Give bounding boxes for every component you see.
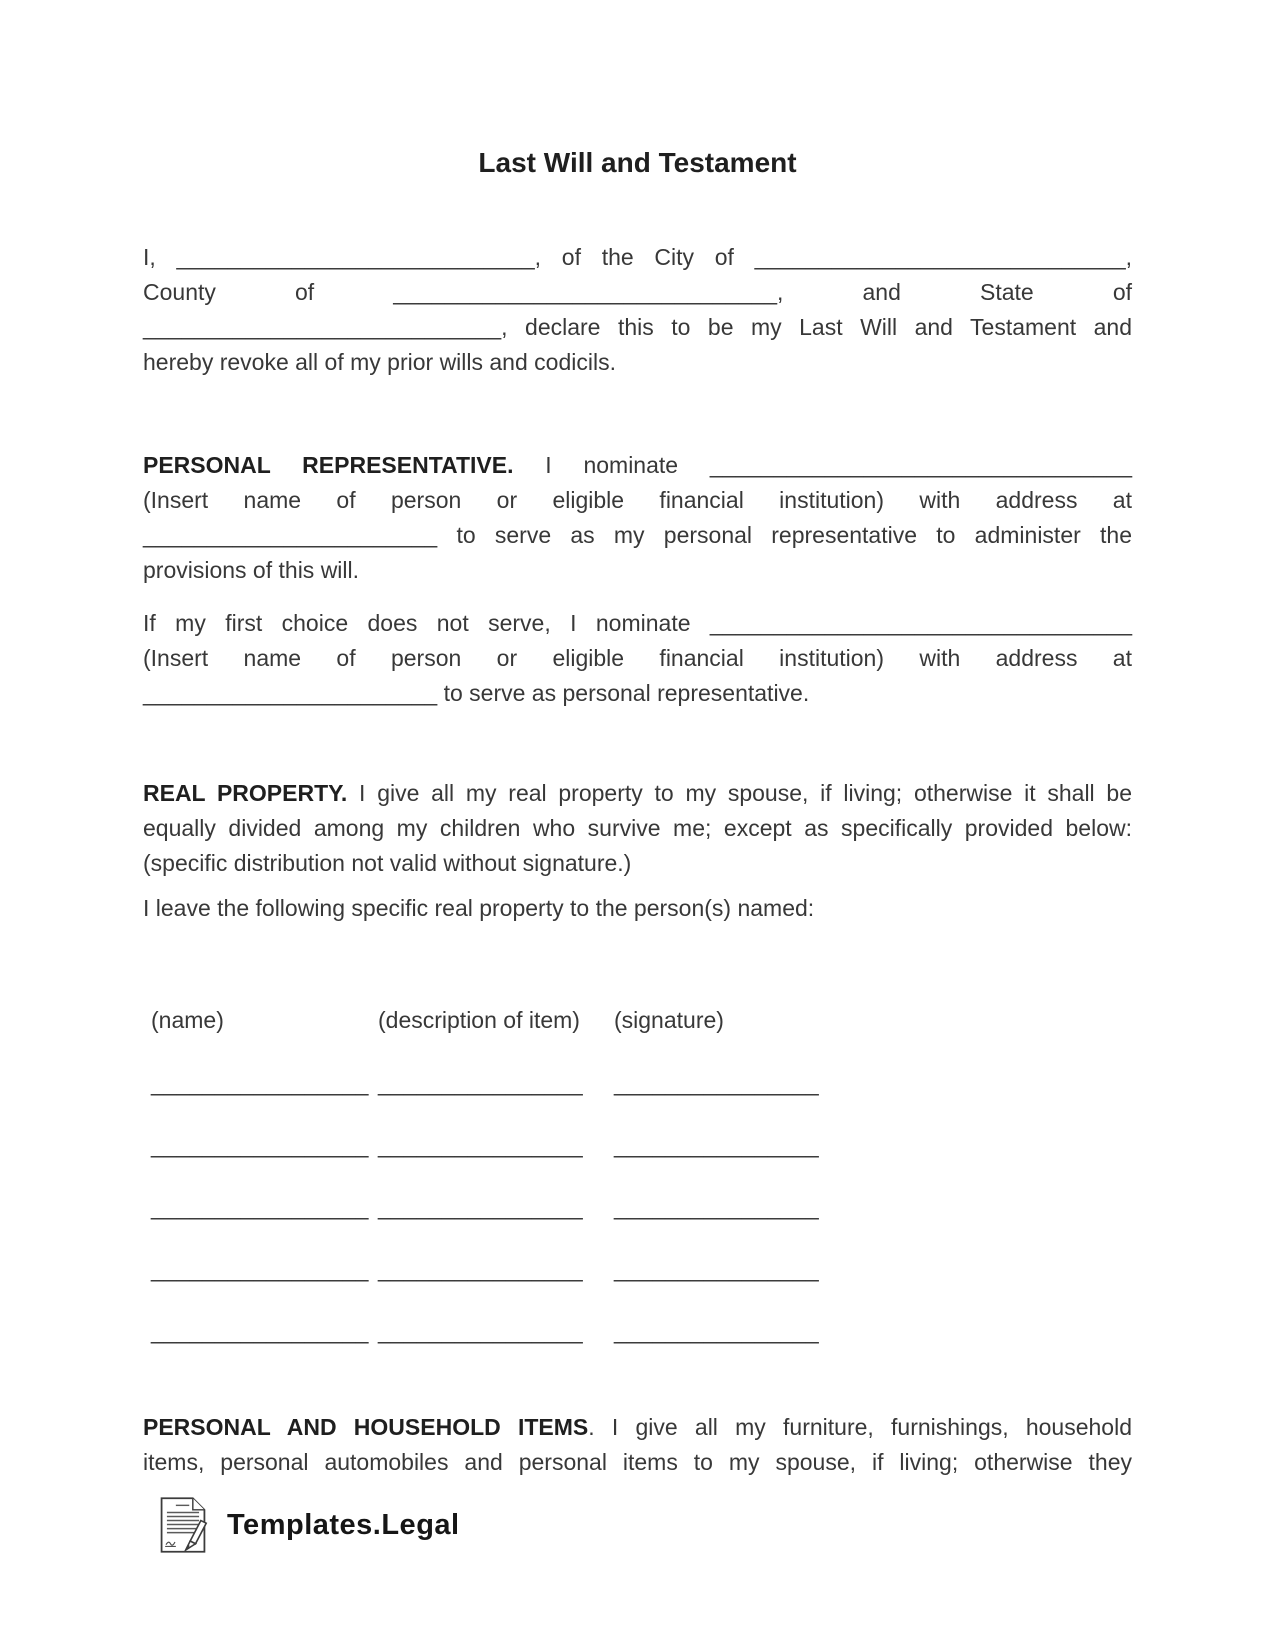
blank-line-signature: ________________ xyxy=(614,1070,819,1096)
text-line xyxy=(143,846,1132,881)
intro-line-text: ____________________________, declare this to be my Last Will and Testament and xyxy=(143,314,1132,340)
text-line xyxy=(143,483,1132,518)
blank-line-description: ________________ xyxy=(378,1132,583,1158)
text-line-text: I leave the following specific real property to the person(s) named: xyxy=(143,895,815,921)
real-property-paragraph xyxy=(143,776,1132,881)
personal-household-heading: PERSONAL AND HOUSEHOLD ITEMS xyxy=(143,1414,589,1440)
blank-line-description: ________________ xyxy=(378,1070,583,1096)
column-header-signature: (signature) xyxy=(614,1007,724,1033)
intro-line xyxy=(143,240,1132,275)
text-line-text: (specific distribution not valid without signature.) xyxy=(143,850,632,876)
blank-line-signature: ________________ xyxy=(614,1256,819,1282)
blank-line-description: ________________ xyxy=(378,1194,583,1220)
intro-line xyxy=(143,275,1132,310)
brand-footer[interactable] xyxy=(143,1494,1132,1556)
text-line-text: _______________________ to serve as my personal representative to administer the xyxy=(143,522,1132,548)
text-line-text: _______________________ to serve as personal representative. xyxy=(143,680,810,706)
text-line-text: equally divided among my children who survive me; except as specifically provided below: xyxy=(143,815,1132,841)
text-line-text: . I give all my furniture, furnishings, household xyxy=(588,1414,1133,1440)
text-line-text: (Insert name of person or eligible financial institution) with address at xyxy=(143,645,1132,671)
text-line xyxy=(143,641,1132,676)
blank-line-signature: ________________ xyxy=(614,1194,819,1220)
intro-line-text: I, ____________________________, of the City of _____________________________, xyxy=(143,244,1132,270)
text-line-text: I nominate _________________________________ xyxy=(513,452,1132,478)
blank-line-name: _________________ xyxy=(151,1070,369,1096)
text-line-text: If my first choice does not serve, I nominate _________________________________ xyxy=(143,610,1132,636)
intro-paragraph xyxy=(143,240,1132,380)
alternate-representative-paragraph xyxy=(143,606,1132,711)
blank-line-name: _________________ xyxy=(151,1132,369,1158)
document-title: Last Will and Testament xyxy=(478,147,797,178)
intro-line xyxy=(143,310,1132,345)
personal-representative-paragraph xyxy=(143,448,1132,588)
text-line xyxy=(143,553,1132,588)
blank-line-name: _________________ xyxy=(151,1194,369,1220)
blank-line-name: _________________ xyxy=(151,1256,369,1282)
text-line xyxy=(143,891,1132,926)
text-line xyxy=(143,776,1132,811)
text-line xyxy=(143,811,1132,846)
intro-line-text: hereby revoke all of my prior wills and codicils. xyxy=(143,349,616,375)
intro-line xyxy=(143,345,1132,380)
blank-line-name: _________________ xyxy=(151,1318,369,1344)
text-line-text: provisions of this will. xyxy=(143,557,360,583)
property-table-row xyxy=(143,1066,1132,1101)
column-header-name: (name) xyxy=(151,1007,224,1033)
text-line xyxy=(143,1410,1132,1445)
document-content xyxy=(143,0,1132,1556)
blank-line-description: ________________ xyxy=(378,1318,583,1344)
text-line xyxy=(143,676,1132,711)
property-table-row xyxy=(143,1128,1132,1163)
blank-line-signature: ________________ xyxy=(614,1318,819,1344)
document-pen-icon xyxy=(158,1494,208,1556)
text-line-text: (Insert name of person or eligible financial institution) with address at xyxy=(143,487,1132,513)
text-line-text: I give all my real property to my spouse, if living; otherwise it shall be xyxy=(347,780,1132,806)
property-table-row xyxy=(143,1190,1132,1225)
blank-line-description: ________________ xyxy=(378,1256,583,1282)
text-line-text: items, personal automobiles and personal items to my spouse, if living; otherwise they xyxy=(143,1449,1132,1475)
text-line xyxy=(143,606,1132,641)
specific-property-intro-paragraph xyxy=(143,891,1132,926)
blank-line-signature: ________________ xyxy=(614,1132,819,1158)
property-table-row xyxy=(143,1314,1132,1349)
personal-representative-heading: PERSONAL REPRESENTATIVE. xyxy=(143,452,514,478)
real-property-heading: REAL PROPERTY. xyxy=(143,780,348,806)
property-table-row xyxy=(143,1252,1132,1287)
personal-household-paragraph xyxy=(143,1410,1132,1480)
text-line xyxy=(143,518,1132,553)
text-line xyxy=(143,1445,1132,1480)
column-header-description: (description of item) xyxy=(378,1007,580,1033)
property-table-header-row xyxy=(143,1003,1132,1038)
intro-line-text: County of ______________________________, and State of xyxy=(143,279,1132,305)
brand-name: Templates.Legal xyxy=(227,1509,460,1541)
text-line xyxy=(143,448,1132,483)
